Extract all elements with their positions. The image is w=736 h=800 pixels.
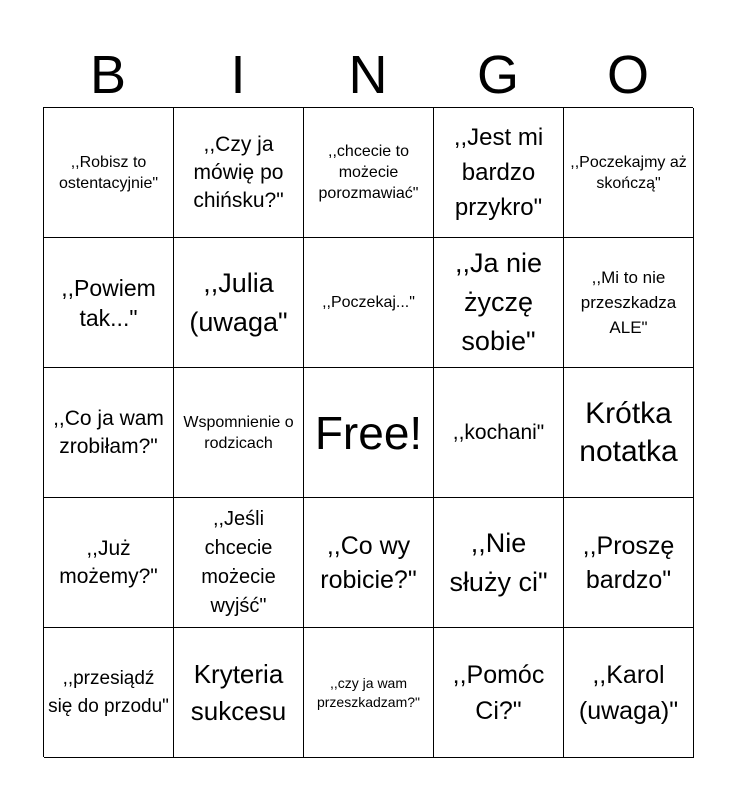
bingo-grid <box>43 107 693 757</box>
header-letter-g: G <box>476 45 519 105</box>
bingo-cell[interactable] <box>304 238 434 368</box>
cell-text: ,,Ja nie życzę sobie" <box>454 248 543 356</box>
cell-text: Kryteria sukcesu <box>190 658 287 726</box>
header-letter-b: B <box>89 45 127 105</box>
bingo-cell[interactable] <box>304 108 434 238</box>
bingo-cell[interactable] <box>44 498 174 628</box>
bingo-cell[interactable] <box>174 368 304 498</box>
bingo-cell[interactable] <box>174 238 304 368</box>
bingo-cell[interactable] <box>434 238 564 368</box>
bingo-cell[interactable] <box>304 498 434 628</box>
bingo-cell[interactable] <box>174 108 304 238</box>
bingo-header <box>43 42 693 108</box>
bingo-cell[interactable] <box>44 628 174 758</box>
bingo-cell[interactable] <box>434 368 564 498</box>
cell-text: ,,Jest mi bardzo przykro" <box>453 124 544 221</box>
cell-text: Krótka notatka <box>579 396 678 468</box>
cell-text: ,,Co wy robicie?" <box>320 531 417 594</box>
cell-text: ,,Co ja wam zrobiłam?" <box>53 406 164 458</box>
cell-text: ,,kochani" <box>452 420 545 444</box>
cell-text: ,,Proszę bardzo" <box>582 531 675 594</box>
cell-text: ,,Nie służy ci" <box>449 527 548 597</box>
cell-text: ,,przesiądź się do przodu" <box>48 667 169 717</box>
cell-text: ,,Jeśli chcecie możecie wyjść" <box>201 507 276 617</box>
cell-text: ,,Mi to nie przeszkadza ALE" <box>580 268 677 337</box>
bingo-cell[interactable] <box>564 368 694 498</box>
header-letter-i: I <box>230 45 246 105</box>
cell-text: ,,Karol (uwaga)" <box>578 660 679 725</box>
cell-text: ,,czy ja wam przeszkadzam?" <box>316 674 420 710</box>
bingo-cell[interactable] <box>434 628 564 758</box>
cell-text: ,,Poczekajmy aż skończą" <box>570 153 687 192</box>
bingo-cell[interactable] <box>44 108 174 238</box>
bingo-cell[interactable] <box>304 368 434 498</box>
cell-text: ,,Julia (uwaga" <box>189 267 288 337</box>
bingo-cell[interactable] <box>564 498 694 628</box>
cell-text: ,,Czy ja mówię po chińsku?" <box>193 132 284 212</box>
bingo-cell[interactable] <box>304 628 434 758</box>
bingo-cell[interactable] <box>174 498 304 628</box>
bingo-cell[interactable] <box>434 108 564 238</box>
free-space: Free! <box>314 406 423 459</box>
bingo-cell[interactable] <box>564 628 694 758</box>
header-letter-o: O <box>606 45 649 105</box>
cell-text: ,,Pomóc Ci?" <box>452 660 545 725</box>
cell-text: ,,Poczekaj..." <box>322 294 415 311</box>
cell-text: ,,Powiem tak..." <box>61 274 156 331</box>
header-letter-n: N <box>348 45 388 105</box>
bingo-cell[interactable] <box>44 238 174 368</box>
bingo-cell[interactable] <box>174 628 304 758</box>
cell-text: Wspomnienie o rodzicach <box>183 413 294 452</box>
bingo-cell[interactable] <box>434 498 564 628</box>
cell-text: ,,Już możemy?" <box>59 536 158 588</box>
bingo-cell[interactable] <box>44 368 174 498</box>
bingo-cell[interactable] <box>564 238 694 368</box>
cell-text: ,,chcecie to możecie porozmawiać" <box>318 143 419 202</box>
cell-text: ,,Robisz to ostentacyjnie" <box>58 153 159 192</box>
bingo-cell[interactable] <box>564 108 694 238</box>
